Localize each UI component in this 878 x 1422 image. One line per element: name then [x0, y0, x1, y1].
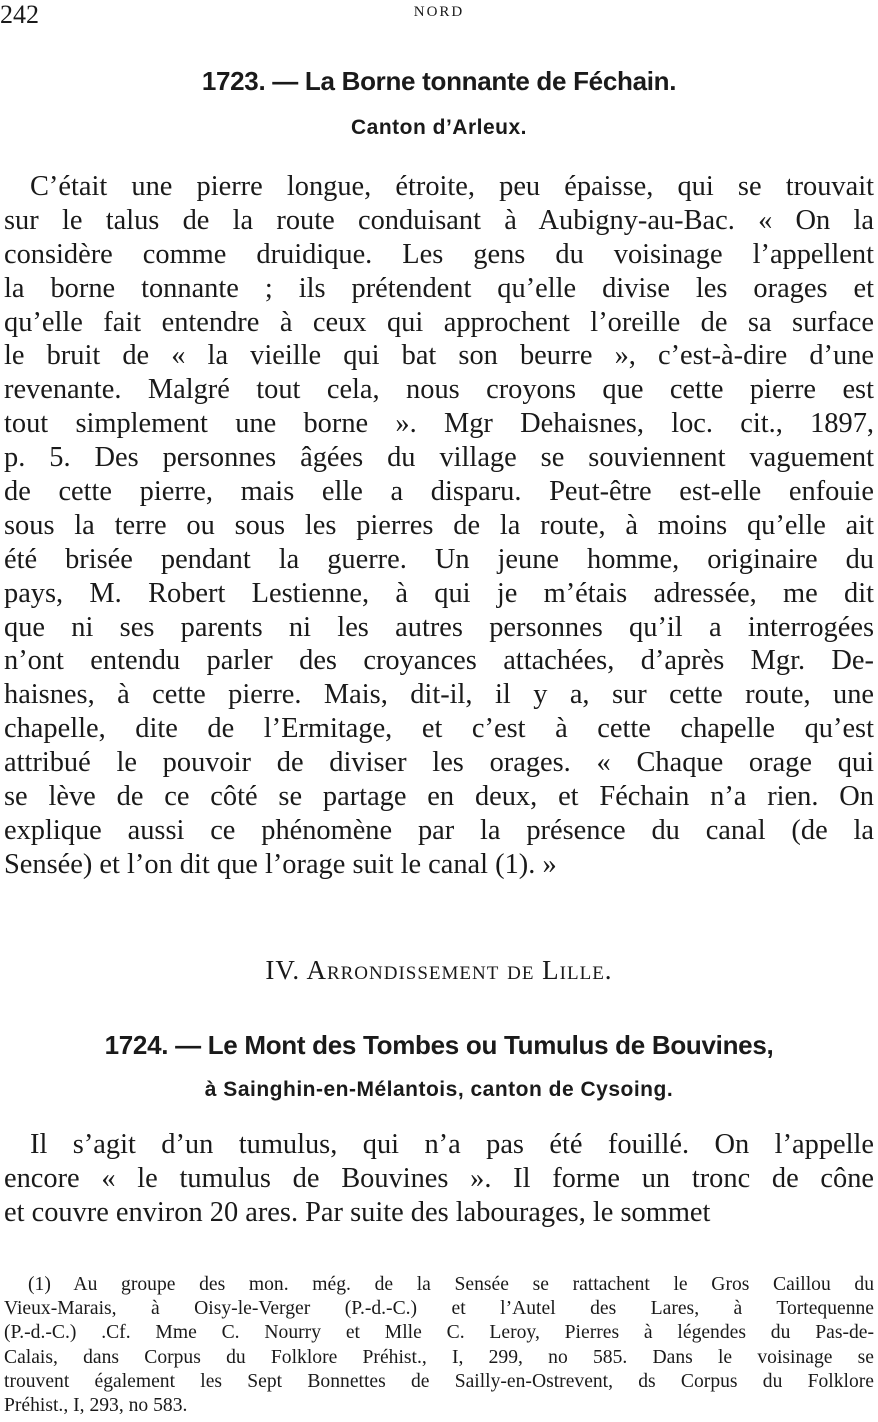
- footnote-line: Préhist., I, 293, no 583.: [4, 1394, 188, 1416]
- footnote-line: trouvent également les Sept Bonnettes de Sailly-en-Ostrevent, ds Corpus du Folklore: [4, 1370, 874, 1392]
- entry-1724-title: 1724. — Le Mont des Tombes ou Tumulus de Bouvines,: [104, 1030, 774, 1060]
- paragraph-line: se lève de ce côté se partage en deux, et Féchain n’a rien. On: [4, 781, 874, 813]
- footnote: [4, 1273, 874, 1418]
- footnote-line: (P.-d.-C.) .Cf. Mme C. Nourry et Mlle C. Leroy, Pierres à légendes du Pas-de-: [4, 1322, 874, 1344]
- paragraph-line: C’était une pierre longue, étroite, peu épaisse, qui se trouvait: [30, 171, 874, 202]
- footnote-line: Calais, dans Corpus du Folklore Préhist., I, 299, no 585. Dans le voisinage se: [4, 1346, 874, 1368]
- paragraph-line: le bruit de « la vieille qui bat son beurre », c’est-à-dire d’une: [4, 340, 874, 372]
- paragraph-line: attribué le pouvoir de diviser les orages. « Chaque orage qui: [4, 747, 874, 779]
- paragraph-line: explique aussi ce phénomène par la présence du canal (de la: [4, 814, 874, 846]
- entry-1724-paragraph: [4, 1128, 874, 1230]
- paragraph-line: sur le talus de la route conduisant à Aubigny-au-Bac. « On la: [4, 204, 874, 236]
- paragraph-line: haisnes, à cette pierre. Mais, dit-il, il y a, sur cette route, une: [4, 679, 874, 711]
- page-number: 242: [0, 0, 39, 29]
- paragraph-line: Sensée) et l’on dit que l’orage suit le canal (1). »: [4, 848, 557, 880]
- paragraph-line: été brisée pendant la guerre. Un jeune homme, originaire du: [4, 543, 874, 575]
- entry-1723-canton: Canton d’Arleux.: [350, 116, 527, 139]
- footnote-line: (1) Au groupe des mon. még. de la Sensée se rattachent le Gros Caillou du: [28, 1274, 874, 1295]
- paragraph-line: la borne tonnante ; ils prétendent qu’elle divise les orages et: [4, 272, 874, 304]
- paragraph-line: que ni ses parents ni les autres personnes qu’il a interrogées: [4, 611, 874, 643]
- paragraph-line: encore « le tumulus de Bouvines ». Il forme un tronc de cône: [4, 1162, 874, 1194]
- entry-1723-paragraph: [4, 170, 874, 882]
- paragraph-line: qu’elle fait entendre à ceux qui approchent l’oreille de sa surface: [4, 306, 874, 338]
- paragraph-line: n’ont entendu parler des croyances attachées, d’après Mgr. De-: [4, 645, 874, 677]
- entry-1724-location: à Sainghin-en-Mélantois, canton de Cysoing.: [204, 1078, 674, 1101]
- paragraph-line: considère comme druidique. Les gens du voisinage l’appellent: [4, 238, 874, 270]
- paragraph-line: p. 5. Des personnes âgées du village se souviennent vaguement: [4, 442, 874, 474]
- paragraph-line: de cette pierre, mais elle a disparu. Peut-être est-elle enfouie: [4, 476, 874, 508]
- entry-1723-title: 1723. — La Borne tonnante de Féchain.: [201, 66, 677, 96]
- footnote-line: Vieux-Marais, à Oisy-le-Verger (P.-d.-C.) et l’Autel des Lares, à Tortequenne: [4, 1298, 874, 1320]
- paragraph-line: revenante. Malgré tout cela, nous croyons que cette pierre est: [4, 374, 874, 406]
- paragraph-line: chapelle, dite de l’Ermitage, et c’est à cette chapelle qu’est: [4, 713, 874, 745]
- running-head: [0, 0, 878, 30]
- section-heading: [0, 955, 878, 986]
- paragraph-line: pays, M. Robert Lestienne, à qui je m’étais adressée, me dit: [4, 577, 874, 609]
- paragraph-line: et couvre environ 20 ares. Par suite des labourages, le sommet: [4, 1196, 711, 1228]
- running-title: NORD: [413, 4, 465, 20]
- paragraph-line: sous la terre ou sous les pierres de la route, à moins qu’elle ait: [4, 509, 874, 541]
- section-heading-text: IV. Arrondissement de Lille.: [265, 955, 613, 985]
- paragraph-line: tout simplement une borne ». Mgr Dehaisnes, loc. cit., 1897,: [4, 408, 874, 440]
- paragraph-line: Il s’agit d’un tumulus, qui n’a pas été fouillé. On l’appelle: [30, 1129, 874, 1160]
